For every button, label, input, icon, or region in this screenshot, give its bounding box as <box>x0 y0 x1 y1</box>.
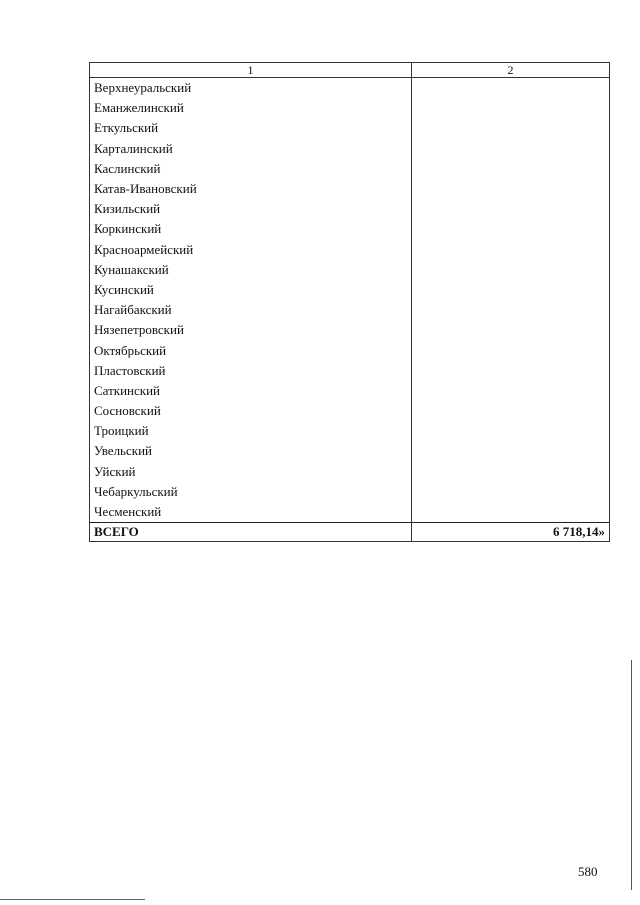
table-row <box>90 340 610 360</box>
table-header-row <box>90 63 610 78</box>
table-row <box>90 78 610 99</box>
district-value <box>412 139 610 159</box>
district-name: Коркинский <box>90 219 412 239</box>
total-value: 6 718,14» <box>412 523 610 542</box>
district-name: Нязепетровский <box>90 320 412 340</box>
district-name: Чебаркульский <box>90 482 412 502</box>
district-name: Кусинский <box>90 280 412 300</box>
district-value <box>412 300 610 320</box>
table-row <box>90 381 610 401</box>
table-row <box>90 199 610 219</box>
district-value <box>412 361 610 381</box>
district-name: Еманжелинский <box>90 98 412 118</box>
district-value <box>412 381 610 401</box>
table-row <box>90 361 610 381</box>
district-name: Кизильский <box>90 199 412 219</box>
district-value <box>412 401 610 421</box>
district-name: Еткульский <box>90 118 412 138</box>
district-value <box>412 199 610 219</box>
districts-table <box>89 62 610 542</box>
district-name: Нагайбакский <box>90 300 412 320</box>
district-value <box>412 320 610 340</box>
district-value <box>412 240 610 260</box>
table-row <box>90 401 610 421</box>
district-name: Пластовский <box>90 361 412 381</box>
district-name: Увельский <box>90 441 412 461</box>
district-name: Кунашакский <box>90 260 412 280</box>
district-name: Каслинский <box>90 159 412 179</box>
table-row <box>90 240 610 260</box>
district-value <box>412 280 610 300</box>
district-name: Карталинский <box>90 139 412 159</box>
district-name: Уйский <box>90 462 412 482</box>
total-label: ВСЕГО <box>90 523 412 542</box>
table-body <box>90 78 610 523</box>
table-row <box>90 98 610 118</box>
district-value <box>412 340 610 360</box>
table-row <box>90 118 610 138</box>
district-value <box>412 219 610 239</box>
column-header-2: 2 <box>412 63 610 78</box>
district-value <box>412 179 610 199</box>
table-row <box>90 482 610 502</box>
district-name: Саткинский <box>90 381 412 401</box>
district-value <box>412 502 610 523</box>
district-value <box>412 482 610 502</box>
table-row <box>90 159 610 179</box>
district-name: Верхнеуральский <box>90 78 412 99</box>
table-row <box>90 139 610 159</box>
page-number: 580 <box>578 864 598 879</box>
district-name: Октябрьский <box>90 340 412 360</box>
district-name: Сосновский <box>90 401 412 421</box>
table-row <box>90 502 610 523</box>
district-value <box>412 441 610 461</box>
district-value <box>412 462 610 482</box>
table-row <box>90 300 610 320</box>
district-name: Катав-Ивановский <box>90 179 412 199</box>
district-value <box>412 159 610 179</box>
table-row <box>90 280 610 300</box>
table-row <box>90 260 610 280</box>
table-row <box>90 421 610 441</box>
district-value <box>412 78 610 99</box>
district-value <box>412 421 610 441</box>
total-row <box>90 523 610 542</box>
table-row <box>90 462 610 482</box>
district-value <box>412 118 610 138</box>
column-header-1: 1 <box>90 63 412 78</box>
table-row <box>90 320 610 340</box>
district-value <box>412 260 610 280</box>
district-name: Красноармейский <box>90 240 412 260</box>
scan-edge-line <box>631 660 632 890</box>
table-row <box>90 179 610 199</box>
district-name: Чесменский <box>90 502 412 523</box>
district-value <box>412 98 610 118</box>
scan-bottom-line <box>0 899 145 900</box>
table-row <box>90 219 610 239</box>
district-name: Троицкий <box>90 421 412 441</box>
table-row <box>90 441 610 461</box>
